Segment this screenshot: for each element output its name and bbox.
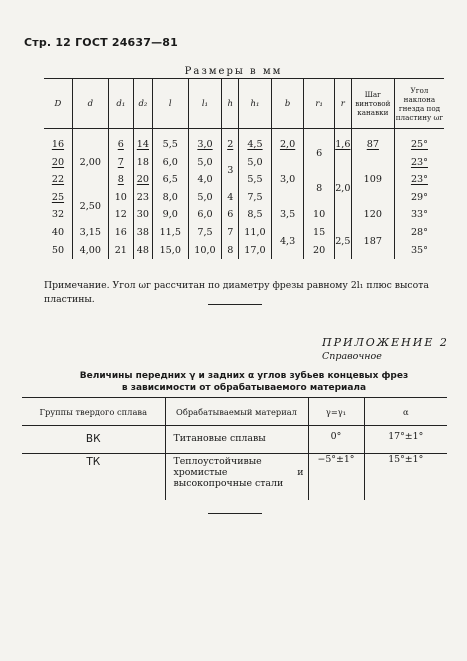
cell-h1: 7,5	[239, 189, 272, 207]
cell-r: 2,0	[334, 154, 351, 224]
col-header-alpha: α	[364, 398, 447, 426]
cell-b: 3,0	[271, 154, 304, 207]
divider	[208, 513, 262, 514]
cell-h: 3	[222, 154, 239, 189]
cell-d1: 12	[108, 206, 133, 224]
cell-d: 2,50	[72, 189, 108, 224]
cell-angle: 25°	[394, 136, 444, 154]
col-header-angle: Угол наклона гнезда под пластину ωг	[394, 79, 444, 129]
col-header-l: l	[152, 79, 188, 129]
cell-h1: 5,5	[239, 171, 272, 189]
cell-r1: 8	[304, 171, 335, 206]
cell-h1: 5,0	[239, 154, 272, 172]
table-row	[22, 454, 447, 500]
cell-d2: 20	[133, 171, 152, 189]
cell-l1: 4,0	[188, 171, 222, 189]
cell-l: 5,5	[152, 136, 188, 154]
cell-l1: 5,0	[188, 189, 222, 207]
cell-alpha: 15°±1°	[364, 454, 447, 500]
cell-pitch: 120	[351, 206, 394, 224]
cell-d1: 10	[108, 189, 133, 207]
cell-angle: 23°	[394, 171, 444, 189]
cell-D: 25	[44, 189, 72, 207]
cell-d1: 16	[108, 224, 133, 242]
cell-d1: 6	[108, 136, 133, 154]
cell-b: 2,0	[271, 136, 304, 154]
cell-l: 8,0	[152, 189, 188, 207]
cell-l1: 5,0	[188, 154, 222, 172]
col-header-pitch: Шаг винтовой канавки	[351, 79, 394, 129]
cell-h1: 8,5	[239, 206, 272, 224]
col-header-b: b	[271, 79, 304, 129]
cell-alpha: 17°±1°	[364, 431, 447, 454]
cell-d2: 14	[133, 136, 152, 154]
dimensions-table	[44, 78, 444, 259]
cell-pitch: 87	[351, 136, 394, 154]
cell-l1: 6,0	[188, 206, 222, 224]
col-header-h: h	[222, 79, 239, 129]
cell-D: 40	[44, 224, 72, 242]
cell-d2: 38	[133, 224, 152, 242]
page-header: Стр. 12 ГОСТ 24637—81	[24, 36, 179, 49]
col-header-d: d	[72, 79, 108, 129]
cell-material: Теплоустойчивые хромистые и высокопрочные стали	[165, 454, 308, 500]
cell-d2: 30	[133, 206, 152, 224]
cell-d: 2,00	[72, 136, 108, 189]
cell-b: 4,3	[271, 224, 304, 259]
cell-angle: 23°	[394, 154, 444, 172]
cell-D: 50	[44, 242, 72, 260]
table1-caption: Размеры в мм	[184, 66, 283, 77]
cell-l: 11,5	[152, 224, 188, 242]
cell-d1: 8	[108, 171, 133, 189]
cell-r1: 20	[304, 242, 335, 260]
cell-l1: 7,5	[188, 224, 222, 242]
cell-l: 6,0	[152, 154, 188, 172]
cell-l1: 3,0	[188, 136, 222, 154]
table2-caption	[44, 370, 444, 394]
cell-material: Титановые сплавы	[165, 431, 308, 454]
col-header-d2: d₂	[133, 79, 152, 129]
cell-r1: 6	[304, 136, 335, 171]
cell-l: 9,0	[152, 206, 188, 224]
table-row	[44, 136, 444, 154]
col-header-l1: l₁	[188, 79, 222, 129]
cell-pitch: 109	[351, 154, 394, 207]
col-header-r1: r₁	[304, 79, 335, 129]
cell-r1: 15	[304, 224, 335, 242]
col-header-material: Обрабатываемый материал	[165, 398, 308, 426]
cell-h1: 4,5	[239, 136, 272, 154]
divider	[208, 304, 262, 305]
cell-r1: 10	[304, 206, 335, 224]
cell-angle: 29°	[394, 189, 444, 207]
cell-h: 2	[222, 136, 239, 154]
cell-l: 6,5	[152, 171, 188, 189]
cell-gamma: 0°	[308, 431, 364, 454]
cell-d2: 48	[133, 242, 152, 260]
col-header-h1: h₁	[239, 79, 272, 129]
cell-d2: 23	[133, 189, 152, 207]
cell-gamma: −5°±1°	[308, 454, 364, 500]
table-row	[22, 431, 447, 454]
cell-group: ВК	[22, 431, 165, 454]
cell-d1: 7	[108, 154, 133, 172]
cell-h: 6	[222, 206, 239, 224]
table2-caption-line1: Величины передних γ и задних α углов зубьев концевых фрез	[79, 371, 409, 381]
cell-D: 20	[44, 154, 72, 172]
appendix-title: ПРИЛОЖЕНИЕ 2	[322, 336, 449, 349]
cell-group: ТК	[22, 454, 165, 500]
cell-d1: 21	[108, 242, 133, 260]
cell-D: 16	[44, 136, 72, 154]
cell-h1: 11,0	[239, 224, 272, 242]
table1-note: Примечание. Угол ωг рассчитан по диаметру фрезы равному 2l₁ плюс высота пластины.	[44, 280, 429, 305]
cell-l1: 10,0	[188, 242, 222, 260]
cell-D: 32	[44, 206, 72, 224]
table-row	[44, 224, 444, 242]
cell-angle: 28°	[394, 224, 444, 242]
angles-table	[22, 397, 447, 500]
cell-d: 4,00	[72, 242, 108, 260]
col-header-d1: d₁	[108, 79, 133, 129]
cell-b: 3,5	[271, 206, 304, 224]
col-header-r: r	[334, 79, 351, 129]
cell-l: 15,0	[152, 242, 188, 260]
col-header-group: Группы твердого сплава	[22, 398, 165, 426]
table2-caption-line2: в зависимости от обрабатываемого материала	[121, 383, 367, 393]
cell-pitch: 187	[351, 224, 394, 259]
cell-h: 7	[222, 224, 239, 242]
cell-angle: 33°	[394, 206, 444, 224]
table1-header-row	[44, 79, 444, 129]
appendix-subtitle: Справочное	[322, 351, 382, 362]
cell-h1: 17,0	[239, 242, 272, 260]
cell-angle: 35°	[394, 242, 444, 260]
col-header-gamma: γ=γ₁	[308, 398, 364, 426]
table2-header-row	[22, 398, 447, 426]
cell-r: 1,6	[334, 136, 351, 154]
cell-h: 8	[222, 242, 239, 260]
cell-d2: 18	[133, 154, 152, 172]
cell-r: 2,5	[334, 224, 351, 259]
cell-h: 4	[222, 189, 239, 207]
cell-d: 3,15	[72, 224, 108, 242]
cell-D: 22	[44, 171, 72, 189]
col-header-D: D	[44, 79, 72, 129]
